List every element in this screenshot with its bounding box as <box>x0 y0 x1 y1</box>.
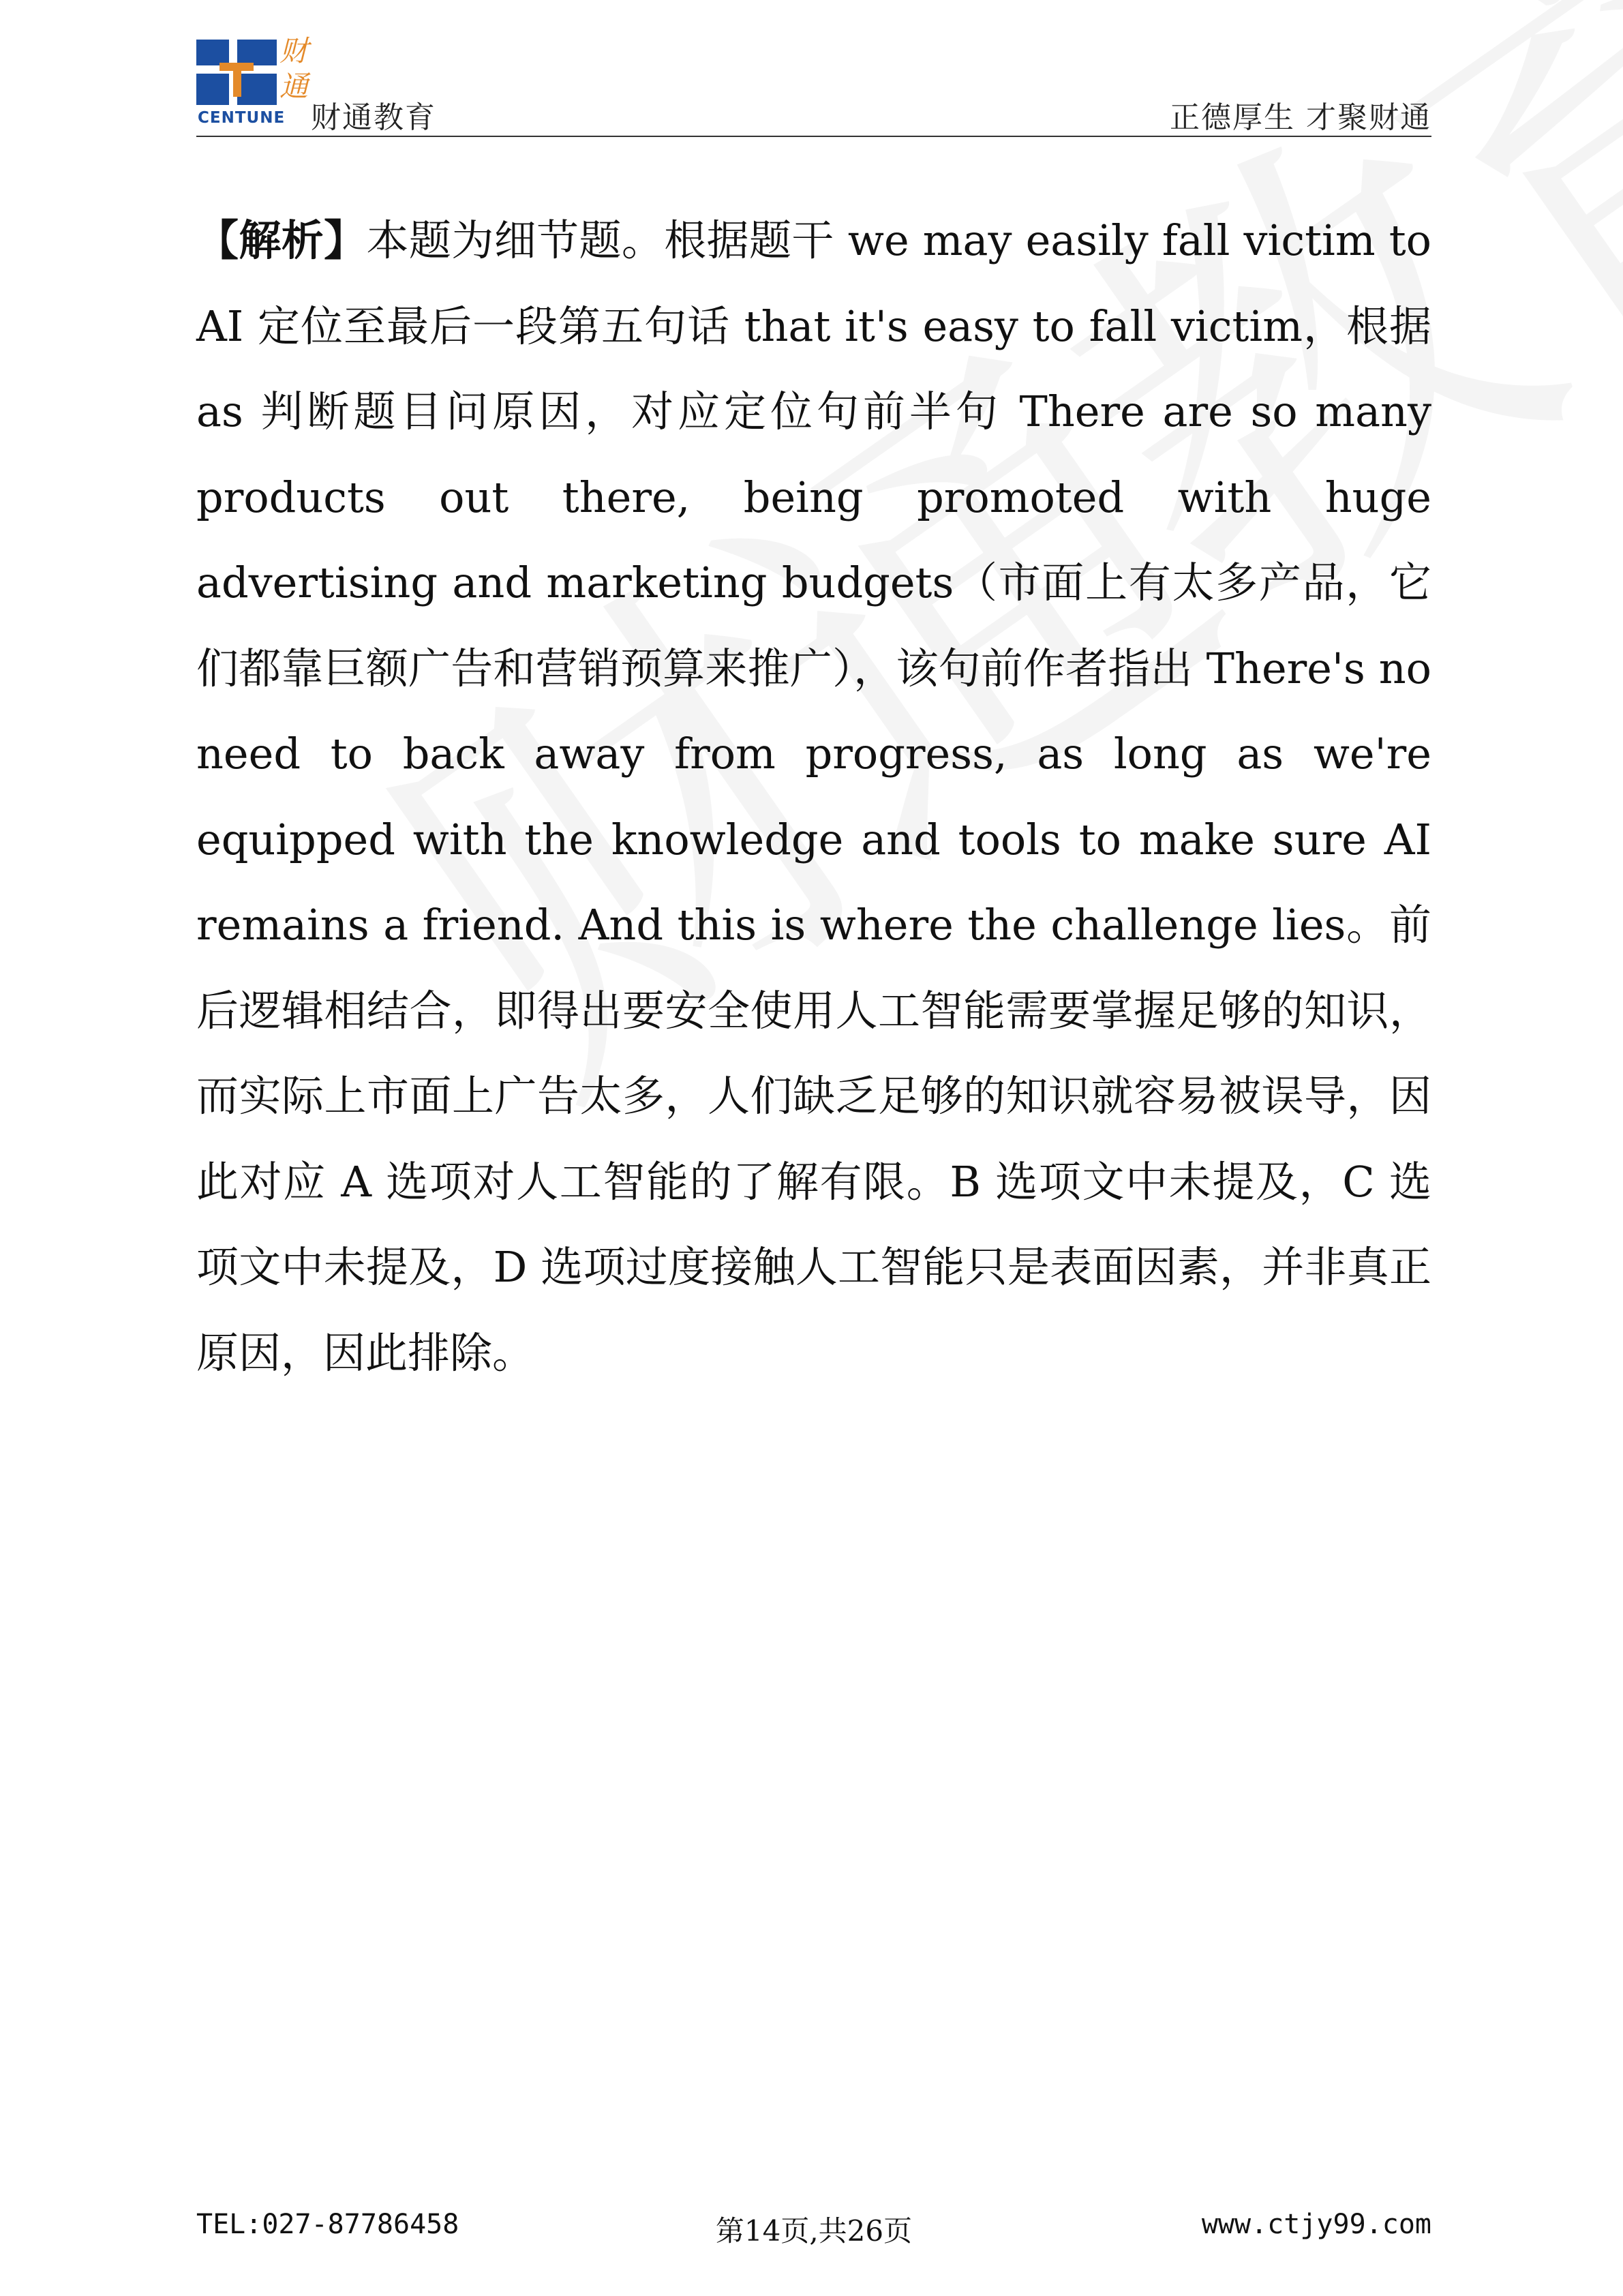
analysis-paragraph <box>196 198 1431 1395</box>
logo-block-tl <box>196 40 229 65</box>
brand-name: 财通教育 <box>311 100 436 135</box>
logo-wordmark: CENTUNE <box>198 109 286 127</box>
analysis-text: 本题为细节题。根据题干 we may easily fall victim to AI 定位至最后一段第五句话 that it's easy to fall victim，根据 as 判断题目问原因，对应定位句前半句 There are so many products out there, being promoted with huge advertising and marketing budgets（市面上有太多产品，它们都靠巨额广告和营销预算来推广），该句前作者指出 There's no need to back away from progress, as long as we're equipped with the knowledge and tools to make sure AI remains a friend. And this is where the challenge lies。前后逻辑相结合，即得出要安全使用人工智能需要掌握足够的知识，而实际上市面上广告太多，人们缺乏足够的知识就容易被误导，因此对应 A 选项对人工智能的了解有限。B 选项文中未提及，C 选项文中未提及，D 选项过度接触人工智能只是表面因素，并非真正原因，因此排除。 <box>196 215 1431 1378</box>
logo-block-br <box>237 74 277 105</box>
footer-page-number: 第14页,共26页 <box>715 2214 913 2248</box>
logo-char-cai: 财 <box>279 34 309 67</box>
logo-char-tong: 通 <box>279 70 309 103</box>
header-divider <box>196 136 1431 137</box>
footer-website: www.ctjy99.com <box>1201 2209 1431 2240</box>
header-slogan: 正德厚生 才聚财通 <box>1170 100 1431 135</box>
page-header <box>196 35 1431 138</box>
logo-block-bl <box>196 74 229 105</box>
logo-t-stem <box>233 63 241 97</box>
logo-block-tr <box>237 40 277 65</box>
analysis-label: 【解析】 <box>196 215 367 265</box>
footer-phone: TEL:027-87786458 <box>196 2209 459 2240</box>
centune-logo <box>196 34 309 127</box>
page-footer <box>196 2209 1431 2250</box>
